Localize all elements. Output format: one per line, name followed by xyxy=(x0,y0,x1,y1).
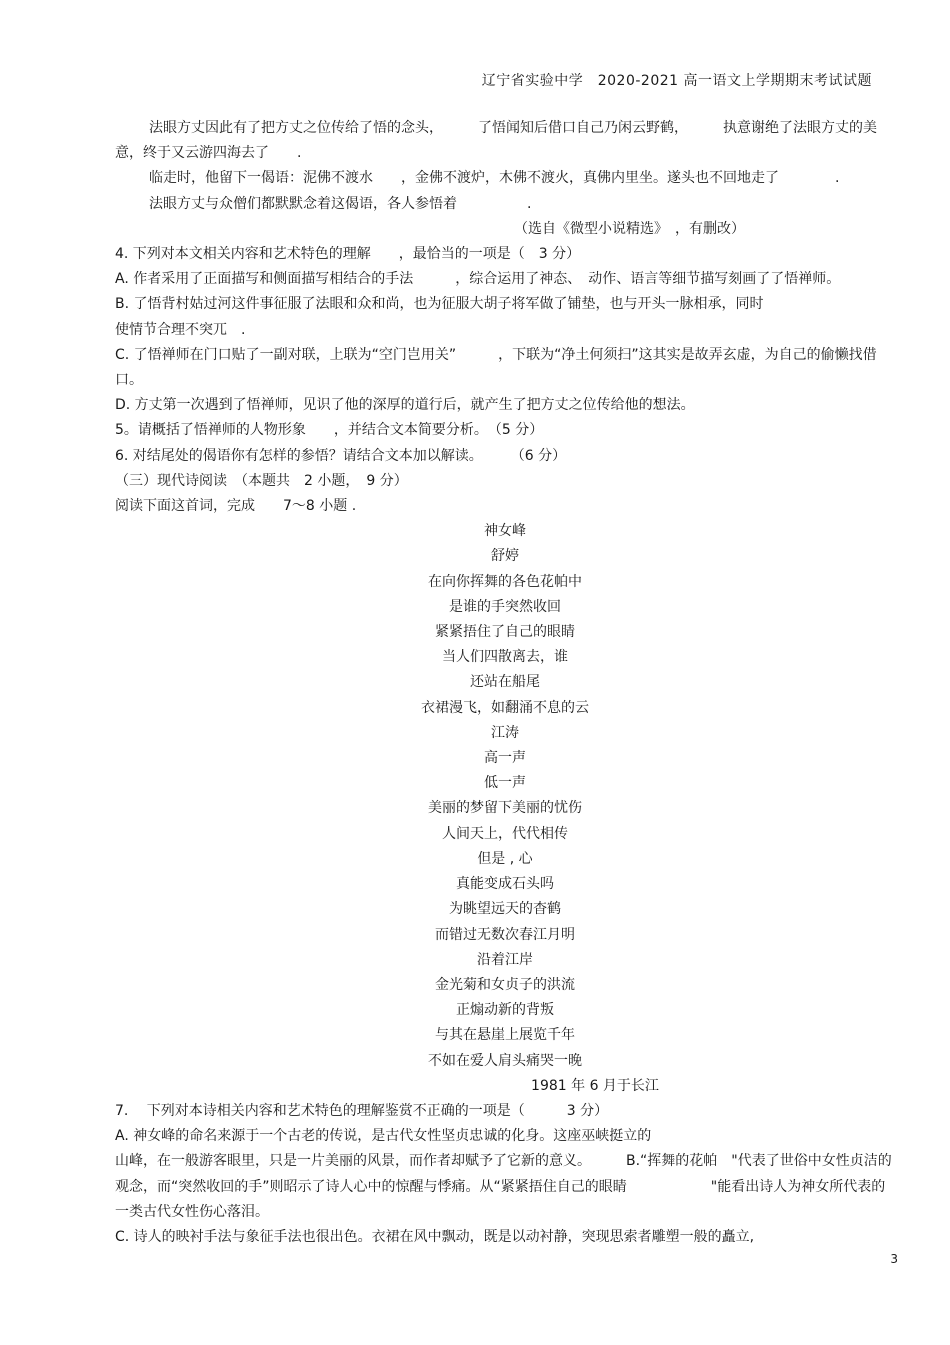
poem-line: 低一声 xyxy=(484,775,526,792)
question-6: 6. 对结尾处的偈语你有怎样的参悟？请结合文本加以解读。 （6 分） xyxy=(115,447,567,464)
passage-paragraph: 临走时，他留下一偈语：泥佛不渡水 ，金佛不渡炉，木佛不渡火，真佛内里坐。遂头也不回地走了 . xyxy=(149,170,840,187)
poem-line: 人间天上，代代相传 xyxy=(442,825,568,842)
poem-line: 当人们四散离去，谁 xyxy=(442,649,568,666)
poem-line: 但是 , 心 xyxy=(477,850,533,867)
source-citation: （选自《微型小说精选》 ，有删改） xyxy=(514,220,745,237)
poem-title: 神女峰 xyxy=(484,523,526,540)
section-heading: （三）现代诗阅读 （本题共 2 小题， 9 分） xyxy=(115,472,408,489)
poem-line: 江涛 xyxy=(491,724,519,741)
option-a: A. 作者采用了正面描写和侧面描写相结合的手法 ，综合运用了神态、 动作、语言等细节描写刻画了了悟禅师。 xyxy=(115,271,841,288)
passage-paragraph: 法眼方丈因此有了把方丈之位传给了悟的念头， 了悟闻知后借口自己乃闲云野鹤， 执意谢绝了法眼方丈的美意，终于又云游四海去了 . xyxy=(115,120,877,162)
option-b-cont: 使情节合理不突兀 . xyxy=(115,321,246,338)
poem-line: 是谁的手突然收回 xyxy=(449,598,561,615)
question-5: 5。请概括了悟禅师的人物形象 ，并结合文本简要分析。 （5 分） xyxy=(115,422,544,439)
poem-date: 1981 年 6 月于长江 xyxy=(531,1077,659,1094)
poem-line: 不如在爱人肩头痛哭一晚 xyxy=(428,1052,582,1069)
page-number: 3 xyxy=(890,1252,898,1266)
poem-line: 美丽的梦留下美丽的忧伤 xyxy=(428,800,582,817)
option-c: C. 了悟禅师在门口贴了一副对联，上联为“空门岂用关” ，下联为“净土何须扫”这其实是故弄玄虚，为自己的偷懒找借口。 xyxy=(115,346,877,389)
poem xyxy=(115,519,895,1073)
option-b: B. 了悟背村姑过河这件事征服了法眼和众和尚，也为征服大胡子将军做了铺垫，也与开头一脉相承，同时 xyxy=(115,296,764,313)
poem-line: 与其在悬崖上展览千年 xyxy=(435,1027,575,1044)
poem-author: 舒婷 xyxy=(491,548,519,565)
option-a: A. 神女峰的命名来源于一个古老的传说，是古代女性坚贞忠诚的化身。这座巫峡挺立的 xyxy=(115,1128,652,1145)
poem-line: 在向你挥舞的各色花帕中 xyxy=(428,573,582,590)
poem-line: 高一声 xyxy=(484,750,526,767)
poem-line: 衣裙漫飞，如翻涌不息的云 xyxy=(421,699,589,716)
poem-line: 而错过无数次春江月明 xyxy=(435,926,575,943)
question-7: 7. 下列对本诗相关内容和艺术特色的理解鉴赏不正确的一项是（ 3 分） xyxy=(115,1102,609,1119)
poem-line: 金光菊和女贞子的洪流 xyxy=(435,976,575,993)
passage-paragraph: 法眼方丈与众僧们都默默念着这偈语，各人参悟着 . xyxy=(149,195,532,212)
option-d: D. 方丈第一次遇到了悟禅师，见识了他的深厚的道行后，就产生了把方丈之位传给他的想法。 xyxy=(115,397,695,414)
poem-line: 正煽动新的背叛 xyxy=(456,1002,554,1019)
page-header: 辽宁省实验中学 2020-2021 高一语文上学期期末考试试题 xyxy=(481,73,872,89)
section-instruction: 阅读下面这首词，完成 7～8 小题 . xyxy=(115,498,357,515)
question-4: 4. 下列对本文相关内容和艺术特色的理解 ，最恰当的一项是（ 3 分） xyxy=(115,246,581,263)
option-a-cont-and-option-b: 山峰，在一般游客眼里，只是一片美丽的风景，而作者却赋予了它新的意义。 B.“挥舞的花帕 "代表了世俗中女性贞洁的观念，而“突然收回的手”则昭示了诗人心中的惊醒与悸痛。从“紧紧捂住自己的眼睛 "能看出诗人为神女所代表的一类古代女性伤心落泪。 xyxy=(115,1153,892,1220)
page-content xyxy=(115,116,895,1250)
poem-line: 还站在船尾 xyxy=(470,674,540,691)
poem-line: 为眺望远天的杳鹤 xyxy=(449,901,561,918)
option-c: C. 诗人的映衬手法与象征手法也很出色。衣裙在风中飘动，既是以动衬静，突现思索者雕塑一般的矗立, xyxy=(115,1228,755,1245)
poem-line: 沿着江岸 xyxy=(477,951,533,968)
poem-line: 紧紧捂住了自己的眼睛 xyxy=(435,624,575,641)
poem-line: 真能变成石头吗 xyxy=(456,876,554,893)
